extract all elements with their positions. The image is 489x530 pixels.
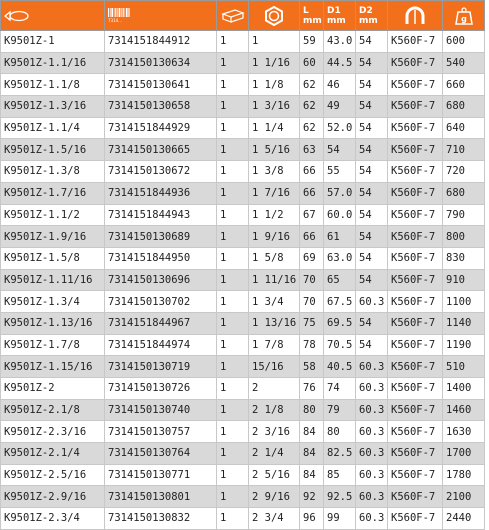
weight-cell: 1100 <box>443 291 485 313</box>
ean-code-cell: 7314150130634 <box>105 52 217 74</box>
table-row <box>1 378 485 400</box>
table-row <box>1 421 485 443</box>
table-row <box>1 312 485 334</box>
article-number-cell: K9501Z-1.1/2 <box>1 204 105 226</box>
table-row <box>1 443 485 465</box>
article-number-cell: K9501Z-1.5/8 <box>1 247 105 269</box>
size-cell: 2 1/4 <box>249 443 300 465</box>
size-cell: 1 13/16 <box>249 312 300 334</box>
size-cell: 1 7/16 <box>249 182 300 204</box>
table-row <box>1 464 485 486</box>
ean-code-cell: 7314150130801 <box>105 486 217 508</box>
length-cell: 60 <box>300 52 324 74</box>
size-cell: 1 3/4 <box>249 291 300 313</box>
weight-cell: 2100 <box>443 486 485 508</box>
length-unit: mm <box>303 15 322 26</box>
table-row <box>1 161 485 183</box>
length-cell: 76 <box>300 378 324 400</box>
size-cell: 1 1/4 <box>249 117 300 139</box>
d2-cell: 54 <box>356 312 388 334</box>
quantity-cell: 1 <box>217 74 249 96</box>
d1-cell: 82.5 <box>324 443 356 465</box>
d2-cell: 54 <box>356 31 388 53</box>
ean-code-cell: 7314150130665 <box>105 139 217 161</box>
weight-cell: 660 <box>443 74 485 96</box>
table-row <box>1 74 485 96</box>
quantity-header <box>217 1 249 31</box>
length-cell: 67 <box>300 204 324 226</box>
d1-cell: 49 <box>324 96 356 118</box>
ean-code-cell: 7314151844912 <box>105 31 217 53</box>
quantity-cell: 1 <box>217 399 249 421</box>
length-cell: 62 <box>300 74 324 96</box>
quantity-cell: 1 <box>217 139 249 161</box>
quantity-cell: 1 <box>217 356 249 378</box>
weight-icon <box>454 7 474 25</box>
table-row <box>1 399 485 421</box>
weight-unit: g <box>460 14 467 23</box>
d1-cell: 65 <box>324 269 356 291</box>
holder-cell: K560F-7 <box>388 182 443 204</box>
holder-cell: K560F-7 <box>388 334 443 356</box>
d2-unit: mm <box>359 15 378 26</box>
size-cell: 1 1/16 <box>249 52 300 74</box>
length-cell: 84 <box>300 421 324 443</box>
d2-cell: 60.3 <box>356 508 388 530</box>
article-number-cell: K9501Z-2 <box>1 378 105 400</box>
article-number-cell: K9501Z-2.3/16 <box>1 421 105 443</box>
weight-cell: 1190 <box>443 334 485 356</box>
d1-label: D1 <box>327 5 341 16</box>
ean-code-cell: 7314151844974 <box>105 334 217 356</box>
holder-cell: K560F-7 <box>388 312 443 334</box>
table-row <box>1 204 485 226</box>
weight-cell: 1460 <box>443 399 485 421</box>
length-cell: 78 <box>300 334 324 356</box>
length-cell: 75 <box>300 312 324 334</box>
table-row <box>1 291 485 313</box>
quantity-cell: 1 <box>217 96 249 118</box>
table-row <box>1 117 485 139</box>
article-number-cell: K9501Z-1.5/16 <box>1 139 105 161</box>
article-number-cell: K9501Z-1.3/16 <box>1 96 105 118</box>
holder-cell: K560F-7 <box>388 356 443 378</box>
quantity-cell: 1 <box>217 161 249 183</box>
d1-cell: 99 <box>324 508 356 530</box>
d2-cell: 54 <box>356 182 388 204</box>
weight-cell: 830 <box>443 247 485 269</box>
size-cell: 2 <box>249 378 300 400</box>
package-box-icon <box>221 9 245 23</box>
article-number-cell: K9501Z-2.1/4 <box>1 443 105 465</box>
holder-cell: K560F-7 <box>388 269 443 291</box>
quantity-cell: 1 <box>217 421 249 443</box>
holder-cell: K560F-7 <box>388 31 443 53</box>
length-label: L <box>303 5 309 16</box>
d1-cell: 57.0 <box>324 182 356 204</box>
holder-cell: K560F-7 <box>388 443 443 465</box>
ean-code-cell: 7314150130658 <box>105 96 217 118</box>
article-number-cell: K9501Z-2.9/16 <box>1 486 105 508</box>
d1-cell: 67.5 <box>324 291 356 313</box>
d2-cell: 54 <box>356 204 388 226</box>
size-cell: 1 5/8 <box>249 247 300 269</box>
ean-code-cell: 7314150130689 <box>105 226 217 248</box>
d1-unit: mm <box>327 15 346 26</box>
d1-cell: 60.0 <box>324 204 356 226</box>
ean-code-cell: 7314151844950 <box>105 247 217 269</box>
holder-cell: K560F-7 <box>388 291 443 313</box>
d1-cell: 70.5 <box>324 334 356 356</box>
ean-code-cell: 7314151844929 <box>105 117 217 139</box>
article-number-cell: K9501Z-1.15/16 <box>1 356 105 378</box>
weight-cell: 1140 <box>443 312 485 334</box>
table-row <box>1 356 485 378</box>
holder-cell: K560F-7 <box>388 52 443 74</box>
table-row <box>1 182 485 204</box>
weight-cell: 510 <box>443 356 485 378</box>
ean-code-cell: 7314150130672 <box>105 161 217 183</box>
article-number-cell: K9501Z-1.9/16 <box>1 226 105 248</box>
table-row <box>1 31 485 53</box>
size-cell: 1 5/16 <box>249 139 300 161</box>
article-number-cell: K9501Z-1.1/8 <box>1 74 105 96</box>
weight-cell: 720 <box>443 161 485 183</box>
weight-cell: 1400 <box>443 378 485 400</box>
table-row <box>1 269 485 291</box>
holder-cell: K560F-7 <box>388 96 443 118</box>
size-cell: 2 3/16 <box>249 421 300 443</box>
ean-code-cell: 7314150130702 <box>105 291 217 313</box>
weight-cell: 680 <box>443 96 485 118</box>
article-number-cell: K9501Z-1.1/16 <box>1 52 105 74</box>
d1-cell: 92.5 <box>324 486 356 508</box>
article-number-cell: K9501Z-1.7/8 <box>1 334 105 356</box>
size-cell: 1 3/16 <box>249 96 300 118</box>
d1-cell: 80 <box>324 421 356 443</box>
ean-code-cell: 7314150130726 <box>105 378 217 400</box>
length-cell: 66 <box>300 226 324 248</box>
quantity-cell: 1 <box>217 508 249 530</box>
ean-code-cell: 7314151844943 <box>105 204 217 226</box>
length-cell: 66 <box>300 182 324 204</box>
weight-cell: 800 <box>443 226 485 248</box>
d1-cell: 46 <box>324 74 356 96</box>
size-cell: 2 5/16 <box>249 464 300 486</box>
quantity-cell: 1 <box>217 334 249 356</box>
article-number-cell: K9501Z-1.3/8 <box>1 161 105 183</box>
quantity-cell: 1 <box>217 117 249 139</box>
holder-cell: K560F-7 <box>388 204 443 226</box>
d2-label: D2 <box>359 5 373 16</box>
size-cell: 2 3/4 <box>249 508 300 530</box>
holder-cell: K560F-7 <box>388 247 443 269</box>
d1-cell: 52.0 <box>324 117 356 139</box>
d2-cell: 54 <box>356 226 388 248</box>
magnet-holder-icon <box>403 6 427 26</box>
d1-cell: 43.0 <box>324 31 356 53</box>
quantity-cell: 1 <box>217 52 249 74</box>
article-number-header <box>1 1 105 31</box>
d2-cell: 54 <box>356 139 388 161</box>
article-number-cell: K9501Z-1 <box>1 31 105 53</box>
holder-cell: K560F-7 <box>388 161 443 183</box>
article-number-cell: K9501Z-2.1/8 <box>1 399 105 421</box>
quantity-cell: 1 <box>217 269 249 291</box>
d2-cell: 54 <box>356 74 388 96</box>
holder-cell: K560F-7 <box>388 117 443 139</box>
weight-cell: 680 <box>443 182 485 204</box>
d1-cell: 54 <box>324 139 356 161</box>
quantity-cell: 1 <box>217 247 249 269</box>
length-cell: 80 <box>300 399 324 421</box>
quantity-cell: 1 <box>217 378 249 400</box>
table-row <box>1 486 485 508</box>
table-header <box>1 1 485 31</box>
length-cell: 70 <box>300 291 324 313</box>
article-number-cell: K9501Z-1.3/4 <box>1 291 105 313</box>
d1-cell: 44.5 <box>324 52 356 74</box>
holder-cell: K560F-7 <box>388 421 443 443</box>
d2-cell: 60.3 <box>356 421 388 443</box>
d2-cell: 60.3 <box>356 291 388 313</box>
weight-cell: 1780 <box>443 464 485 486</box>
weight-cell: 910 <box>443 269 485 291</box>
holder-header <box>388 1 443 31</box>
weight-cell: 540 <box>443 52 485 74</box>
holder-cell: K560F-7 <box>388 464 443 486</box>
ean-code-cell: 7314150130696 <box>105 269 217 291</box>
size-cell: 1 7/8 <box>249 334 300 356</box>
article-number-cell: K9501Z-1.13/16 <box>1 312 105 334</box>
d2-cell: 60.3 <box>356 378 388 400</box>
d1-cell: 69.5 <box>324 312 356 334</box>
header-row <box>1 1 485 31</box>
size-cell: 1 9/16 <box>249 226 300 248</box>
d2-cell: 60.3 <box>356 399 388 421</box>
quantity-cell: 1 <box>217 204 249 226</box>
article-number-cell: K9501Z-1.7/16 <box>1 182 105 204</box>
length-cell: 59 <box>300 31 324 53</box>
barcode-icon <box>108 8 130 17</box>
weight-cell: 1630 <box>443 421 485 443</box>
d2-cell: 54 <box>356 52 388 74</box>
d1-cell: 74 <box>324 378 356 400</box>
d1-cell: 55 <box>324 161 356 183</box>
length-cell: 70 <box>300 269 324 291</box>
size-cell: 2 1/8 <box>249 399 300 421</box>
weight-cell: 600 <box>443 31 485 53</box>
holder-cell: K560F-7 <box>388 486 443 508</box>
table-body <box>1 31 485 530</box>
d2-cell: 60.3 <box>356 356 388 378</box>
quantity-cell: 1 <box>217 291 249 313</box>
holder-cell: K560F-7 <box>388 508 443 530</box>
ean-code-cell: 7314150130764 <box>105 443 217 465</box>
length-cell: 62 <box>300 96 324 118</box>
quantity-cell: 1 <box>217 443 249 465</box>
weight-cell: 1700 <box>443 443 485 465</box>
weight-header <box>443 1 485 31</box>
d2-cell: 60.3 <box>356 443 388 465</box>
length-cell: 96 <box>300 508 324 530</box>
quantity-cell: 1 <box>217 31 249 53</box>
quantity-cell: 1 <box>217 486 249 508</box>
d2-cell: 54 <box>356 334 388 356</box>
quantity-cell: 1 <box>217 226 249 248</box>
holder-cell: K560F-7 <box>388 226 443 248</box>
size-cell: 1 3/8 <box>249 161 300 183</box>
size-header <box>249 1 300 31</box>
d1-header <box>324 1 356 31</box>
article-number-cell: K9501Z-1.11/16 <box>1 269 105 291</box>
length-cell: 69 <box>300 247 324 269</box>
ean-code-cell: 7314150130771 <box>105 464 217 486</box>
table-row <box>1 508 485 530</box>
ean-header-label: 7314... <box>108 18 122 23</box>
table-row <box>1 247 485 269</box>
holder-cell: K560F-7 <box>388 139 443 161</box>
length-cell: 84 <box>300 464 324 486</box>
d2-cell: 60.3 <box>356 486 388 508</box>
size-cell: 1 1/8 <box>249 74 300 96</box>
d2-cell: 54 <box>356 247 388 269</box>
d2-cell: 60.3 <box>356 464 388 486</box>
socket-tool-icon <box>4 10 30 22</box>
ean-header <box>105 1 217 31</box>
length-cell: 62 <box>300 117 324 139</box>
d1-cell: 85 <box>324 464 356 486</box>
size-cell: 1 <box>249 31 300 53</box>
article-number-cell: K9501Z-2.3/4 <box>1 508 105 530</box>
d2-cell: 54 <box>356 96 388 118</box>
d2-header <box>356 1 388 31</box>
length-cell: 92 <box>300 486 324 508</box>
ean-code-cell: 7314151844967 <box>105 312 217 334</box>
ean-code-cell: 7314150130832 <box>105 508 217 530</box>
length-cell: 58 <box>300 356 324 378</box>
length-header <box>300 1 324 31</box>
table-row <box>1 96 485 118</box>
ean-code-cell: 7314150130719 <box>105 356 217 378</box>
quantity-cell: 1 <box>217 312 249 334</box>
table-row <box>1 226 485 248</box>
ean-code-cell: 7314151844936 <box>105 182 217 204</box>
d2-cell: 54 <box>356 117 388 139</box>
weight-cell: 2440 <box>443 508 485 530</box>
size-cell: 2 9/16 <box>249 486 300 508</box>
ean-code-cell: 7314150130740 <box>105 399 217 421</box>
table-row <box>1 139 485 161</box>
weight-cell: 640 <box>443 117 485 139</box>
holder-cell: K560F-7 <box>388 74 443 96</box>
article-number-cell: K9501Z-2.5/16 <box>1 464 105 486</box>
ean-code-cell: 7314150130641 <box>105 74 217 96</box>
ean-code-cell: 7314150130757 <box>105 421 217 443</box>
table-row <box>1 334 485 356</box>
d1-cell: 40.5 <box>324 356 356 378</box>
length-cell: 66 <box>300 161 324 183</box>
hexagon-icon <box>264 6 284 26</box>
holder-cell: K560F-7 <box>388 399 443 421</box>
d2-cell: 54 <box>356 161 388 183</box>
weight-cell: 790 <box>443 204 485 226</box>
quantity-cell: 1 <box>217 182 249 204</box>
weight-cell: 710 <box>443 139 485 161</box>
d1-cell: 79 <box>324 399 356 421</box>
d1-cell: 63.0 <box>324 247 356 269</box>
size-cell: 1 1/2 <box>249 204 300 226</box>
table-row <box>1 52 485 74</box>
d2-cell: 54 <box>356 269 388 291</box>
size-cell: 1 11/16 <box>249 269 300 291</box>
size-cell: 15/16 <box>249 356 300 378</box>
quantity-cell: 1 <box>217 464 249 486</box>
length-cell: 63 <box>300 139 324 161</box>
article-number-cell: K9501Z-1.1/4 <box>1 117 105 139</box>
d1-cell: 61 <box>324 226 356 248</box>
holder-cell: K560F-7 <box>388 378 443 400</box>
length-cell: 84 <box>300 443 324 465</box>
